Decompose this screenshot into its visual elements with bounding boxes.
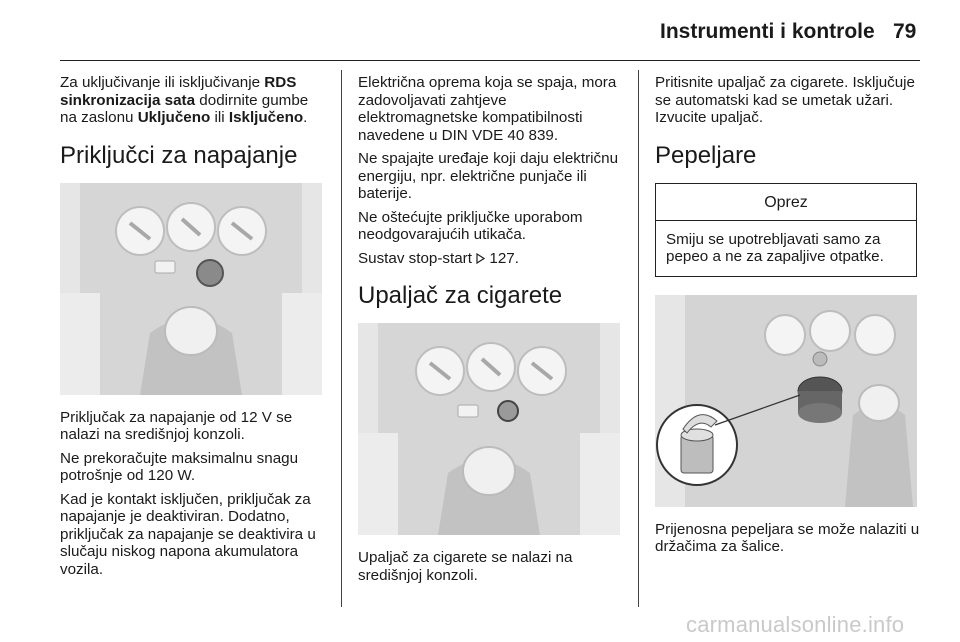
paragraph-portable-ashtray: Prijenosna pepeljara se može nalaziti u držačima za šalice.: [655, 520, 920, 555]
portable-ashtray-illustration: [655, 295, 917, 507]
cigarette-lighter-illustration: [358, 323, 620, 535]
caution-text: Smiju se upotrebljavati samo za pepeo a ne za zapaljive otpatke.: [666, 230, 884, 265]
power-outlet-illustration: [60, 183, 322, 395]
paragraph-max-power: Ne prekoračujte maksimalnu snagu potrošnje od 120 W.: [60, 449, 299, 484]
heading-ashtrays: Pepeljare: [655, 141, 757, 169]
paragraph-stop-start: [358, 250, 623, 268]
column-3: [655, 74, 920, 562]
paragraph-deactivation: Kad je kontakt isključen, priključak za napajanje je deaktiviran. Dodatno, priključak za napajanje se deaktivira u slučaju niskog napona akumulatora vozila.: [60, 490, 316, 578]
paragraph-emc: Električna oprema koja se spaja, mora zadovoljavati zahtjeve elektromagnetske kompatibilnosti navedene u DIN VDE 40 839.: [358, 74, 617, 144]
intro-paragraph: [60, 74, 328, 127]
heading-power-outlets: Priključci za napajanje: [60, 141, 298, 169]
heading-cigarette-lighter: Upaljač za cigarete: [358, 282, 563, 309]
column-1: [60, 74, 328, 584]
page-number: 79: [893, 20, 917, 43]
page-reference-arrow-icon: [476, 253, 485, 264]
column-2: [358, 74, 623, 590]
caution-box: [655, 183, 917, 277]
paragraph-outlet-location: Priključak za napajanje od 12 V se nalazi na središnjoj konzoli.: [60, 408, 293, 443]
paragraph-lighter-location: Upaljač za cigarete se nalazi na središnjoj konzoli.: [358, 549, 573, 584]
intro-text-or: ili: [210, 109, 229, 126]
intro-bold-on: Uključeno: [137, 109, 211, 126]
intro-text-pre: Za uključivanje ili isključivanje: [60, 74, 265, 91]
stop-start-text: Sustav stop-start: [358, 249, 477, 267]
intro-bold-off: Isključeno: [228, 109, 304, 126]
header-title: Instrumenti i kontrole: [660, 20, 875, 43]
caution-title: Oprez: [656, 184, 916, 221]
intro-text-end: .: [303, 109, 308, 126]
stop-start-page-link[interactable]: 127.: [489, 249, 519, 267]
paragraph-lighter-usage: Pritisnite upaljač za cigarete. Isključuje se automatski kad se umetak užari. Izvucite upaljač.: [655, 74, 915, 126]
column-divider-1: [341, 70, 342, 607]
watermark: carmanualsonline.info: [686, 612, 905, 637]
paragraph-no-damage: Ne oštećujte priključke uporabom neodgovarajućih utikača.: [358, 208, 583, 243]
intro-bold-rds: RDS sinkronizacija sata: [60, 74, 297, 109]
column-divider-2: [638, 70, 639, 607]
intro-text-mid: dodirnite gumbe na zaslonu: [60, 91, 309, 126]
header-rule: [60, 60, 920, 61]
paragraph-no-chargers: Ne spajajte uređaje koji daju električnu energiju, npr. električne punjače ili baterije.: [358, 150, 619, 202]
